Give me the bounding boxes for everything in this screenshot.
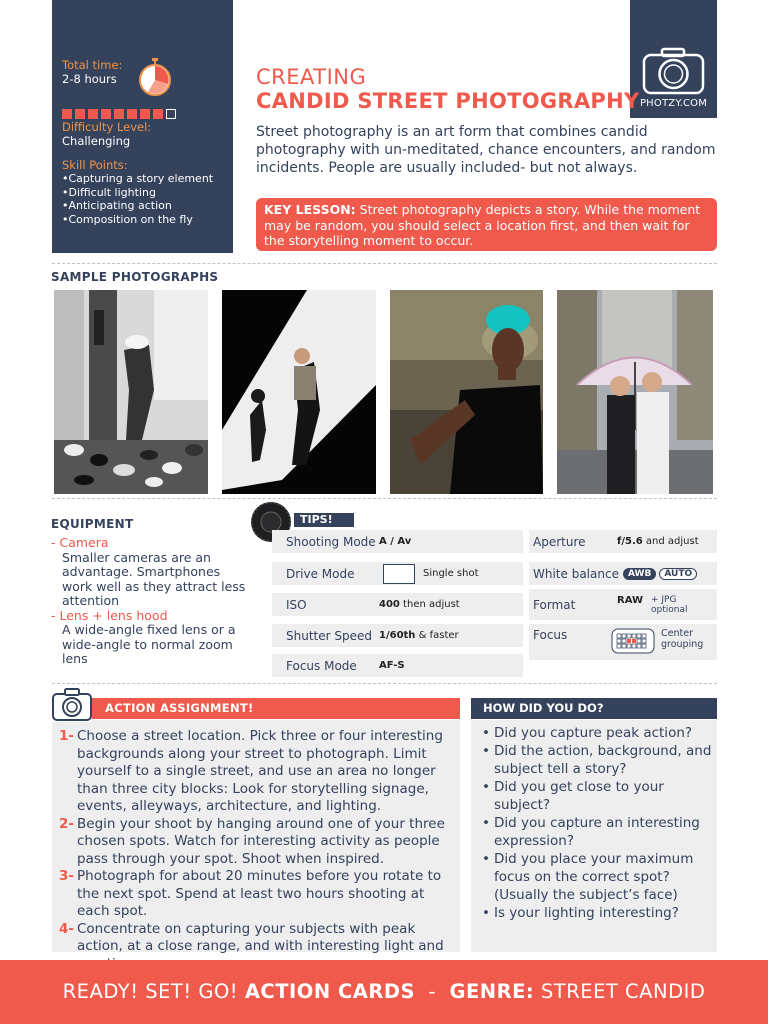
total-time-value: 2-8 hours bbox=[62, 72, 117, 86]
tip-shutter bbox=[272, 624, 523, 647]
how-item bbox=[482, 814, 712, 850]
shutter-value: 1/60th bbox=[379, 630, 416, 641]
tip-white-balance bbox=[529, 562, 717, 585]
info-panel bbox=[52, 0, 233, 253]
tip-value bbox=[379, 630, 459, 641]
bullet-icon: • bbox=[482, 725, 490, 741]
difficulty-value: Challenging bbox=[62, 134, 131, 148]
equipment-lens: - Lens + lens hood bbox=[51, 607, 168, 623]
sample-photo-shadows[interactable] bbox=[222, 290, 376, 494]
tip-focus bbox=[529, 624, 717, 660]
tip-aperture bbox=[529, 530, 717, 553]
equipment-header: EQUIPMENT bbox=[51, 517, 134, 531]
focus-note-2: grouping bbox=[661, 639, 704, 650]
photo-cats-image bbox=[54, 290, 208, 494]
equipment-lens-desc: A wide-angle fixed lens or a wide-angle to normal zoom lens bbox=[62, 622, 236, 666]
how-item bbox=[482, 742, 712, 778]
footer-banner bbox=[0, 960, 768, 1024]
difficulty-square bbox=[114, 109, 124, 119]
skill-item: •Anticipating action bbox=[62, 199, 172, 212]
tip-value: Single shot bbox=[423, 568, 479, 579]
key-lesson-text: Street photography depicts a story. While the moment may be random, you should select a location first, and then wait for the storytelling moment to occur. bbox=[264, 202, 701, 248]
difficulty-square bbox=[101, 109, 111, 119]
tips-label: TIPS! bbox=[294, 513, 354, 527]
footer-genre-label: GENRE: bbox=[449, 980, 535, 1003]
sample-photo-teal-hair[interactable] bbox=[390, 290, 543, 494]
tip-value bbox=[379, 599, 460, 610]
photo-shadows-image bbox=[222, 290, 376, 494]
footer-action-cards: ACTION CARDS bbox=[244, 980, 416, 1003]
tip-key: Shutter Speed bbox=[286, 628, 372, 643]
tip-key: ISO bbox=[286, 597, 307, 612]
difficulty-square bbox=[153, 109, 163, 119]
assignment-text: Concentrate on capturing your subjects with peak action, at a close range, and with interesting light and bbox=[77, 920, 444, 954]
tip-value: A / Av bbox=[379, 536, 412, 547]
how-text: Did you capture peak action? bbox=[494, 725, 693, 741]
tip-key: Format bbox=[533, 597, 576, 612]
assignment-item bbox=[59, 816, 459, 869]
iso-note: then adjust bbox=[399, 599, 460, 610]
how-text: Did you get close to your subject? bbox=[494, 779, 664, 813]
how-item bbox=[482, 850, 712, 904]
tip-key: White balance bbox=[533, 566, 619, 581]
photo-teal-hair-image bbox=[390, 290, 543, 494]
bullet-icon: • bbox=[482, 815, 490, 831]
format-note bbox=[651, 595, 687, 615]
tip-format bbox=[529, 589, 717, 620]
sample-photo-umbrella[interactable] bbox=[557, 290, 713, 494]
tip-iso bbox=[272, 593, 523, 616]
focus-note-1: Center bbox=[661, 628, 693, 639]
single-shot-icon bbox=[383, 564, 415, 584]
tip-key: Focus Mode bbox=[286, 658, 357, 673]
tip-drive-mode bbox=[272, 562, 523, 585]
photo-umbrella-image bbox=[557, 290, 713, 494]
equipment-camera-desc: Smaller cameras are an advantage. Smartphones work well as they attract less attention bbox=[62, 549, 246, 608]
footer-genre: STREET CANDID bbox=[534, 980, 706, 1003]
difficulty-square bbox=[62, 109, 72, 119]
auto-chip: AUTO bbox=[659, 568, 697, 580]
skill-item: •Capturing a story element bbox=[62, 172, 214, 185]
bullet-icon: • bbox=[482, 779, 490, 795]
how-item bbox=[482, 724, 712, 742]
title-line1: CREATING bbox=[256, 65, 367, 89]
assignment-text: Begin your shoot by hanging around one of your three chosen spots. Watch for interesting activity as people pass through your spot. Shoot when inspired. bbox=[77, 815, 445, 867]
difficulty-label: Difficulty Level: bbox=[62, 120, 152, 134]
how-item bbox=[482, 904, 712, 922]
difficulty-square bbox=[127, 109, 137, 119]
assignment-number: 2- bbox=[59, 815, 74, 832]
key-lesson-label: KEY LESSON: bbox=[264, 202, 356, 217]
assignment-item bbox=[59, 868, 459, 921]
how-text: Did you place your maximum focus on the correct spot? (Usually the subject’s face) bbox=[494, 851, 694, 903]
tip-key: Aperture bbox=[533, 534, 586, 549]
footer-separator: - bbox=[415, 980, 450, 1003]
sample-photo-cats[interactable] bbox=[54, 290, 208, 494]
how-header: HOW DID YOU DO? bbox=[471, 698, 717, 719]
assignment-number: 3- bbox=[59, 868, 74, 884]
assignment-header: ACTION ASSIGNMENT! bbox=[52, 698, 460, 719]
sample-photos-header: SAMPLE PHOTOGRAPHS bbox=[51, 270, 219, 284]
logo-text: PHOTZY.COM bbox=[639, 98, 708, 109]
difficulty-square bbox=[88, 109, 98, 119]
difficulty-square bbox=[140, 109, 150, 119]
skill-item: •Composition on the fly bbox=[62, 212, 193, 226]
total-time-label: Total time: bbox=[62, 58, 123, 72]
camera-icon bbox=[642, 47, 705, 95]
tip-focus-mode bbox=[272, 654, 523, 677]
how-text: Did you capture an interesting expression? bbox=[494, 815, 700, 849]
focus-note bbox=[661, 628, 703, 650]
stopwatch-icon bbox=[138, 58, 172, 96]
divider bbox=[52, 683, 717, 684]
assignment-number: 4- bbox=[59, 920, 74, 937]
format-note-2: optional bbox=[651, 604, 688, 615]
tip-key: Drive Mode bbox=[286, 566, 355, 581]
awb-chip: AWB bbox=[623, 568, 656, 580]
title-line2: CANDID STREET PHOTOGRAPHY bbox=[256, 89, 640, 113]
aperture-value: f/5.6 bbox=[617, 536, 643, 547]
difficulty-square-empty bbox=[166, 109, 176, 119]
how-item bbox=[482, 778, 712, 814]
assignment-text: Choose a street location. Pick three or four interesting backgrounds along your street to photograph. Limit yourself to a single street, and use an area no longer than three city blocks: Look for storytelling signage, events, alleyways, architecture, and lighting. bbox=[77, 728, 443, 814]
photzy-logo[interactable] bbox=[630, 0, 717, 118]
equipment-list bbox=[51, 536, 251, 667]
bullet-icon: • bbox=[482, 851, 490, 867]
equipment-camera: - Camera bbox=[51, 535, 109, 550]
tip-key: Shooting Mode bbox=[286, 534, 376, 549]
divider bbox=[52, 498, 717, 499]
bullet-icon: • bbox=[482, 743, 490, 759]
format-note-1: + JPG bbox=[651, 594, 677, 605]
difficulty-square bbox=[75, 109, 85, 119]
intro-text: Street photography is an art form that combines candid photography with un-meditated, chance encounters, and random incidents. People are usually included- but not always. bbox=[256, 124, 716, 176]
how-list bbox=[482, 724, 712, 922]
skill-item: •Difficult lighting bbox=[62, 185, 156, 199]
how-text: Is your lighting interesting? bbox=[494, 905, 679, 921]
assignment-list bbox=[59, 728, 459, 973]
shutter-note: & faster bbox=[415, 630, 459, 641]
how-text: Did the action, background, and subject tell a story? bbox=[494, 743, 712, 777]
bullet-icon: • bbox=[482, 905, 490, 921]
skill-label: Skill Points: bbox=[62, 158, 128, 172]
tip-key: Focus bbox=[533, 628, 568, 642]
footer-ready: READY! SET! GO! bbox=[62, 980, 245, 1003]
assignment-text: Photograph for about 20 minutes before you rotate to the next spot. Spend at least two hours shooting at each spot. bbox=[77, 868, 442, 919]
aperture-note: and adjust bbox=[642, 536, 699, 547]
assignment-number: 1- bbox=[59, 728, 74, 744]
focus-grid-icon bbox=[611, 628, 655, 654]
assignment-item bbox=[59, 728, 459, 816]
tip-shooting-mode bbox=[272, 530, 523, 553]
iso-value: 400 bbox=[379, 599, 400, 610]
tip-value bbox=[617, 536, 699, 547]
divider bbox=[52, 263, 717, 264]
difficulty-rating bbox=[62, 109, 223, 119]
format-value: RAW bbox=[617, 595, 644, 606]
skill-points bbox=[62, 159, 223, 226]
assignment-camera-icon bbox=[52, 686, 92, 722]
key-lesson-box bbox=[256, 198, 717, 251]
tip-value: AF-S bbox=[379, 660, 405, 671]
